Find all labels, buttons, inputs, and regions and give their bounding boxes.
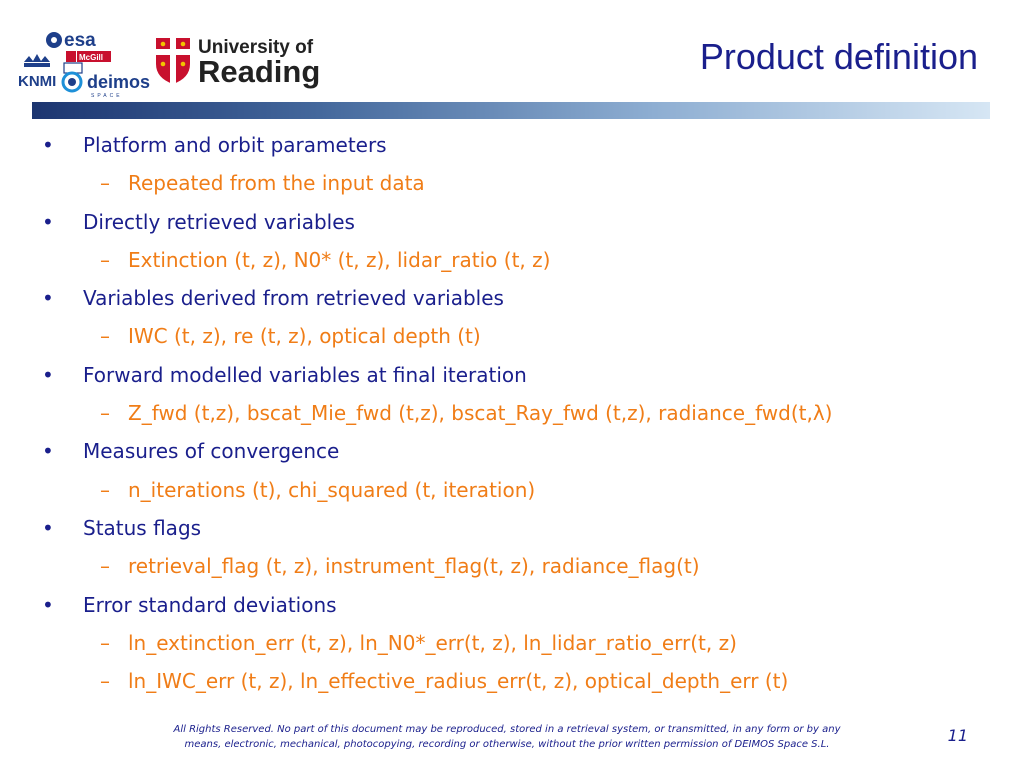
bullet-marker: •	[42, 592, 54, 617]
footer-line-1: All Rights Reserved. No part of this document may be reproduced, stored in a retrieval system, or transmitted, in any form or by any	[173, 724, 841, 735]
bullet-text: Measures of convergence	[83, 439, 340, 464]
title-gradient-bar	[32, 102, 990, 119]
bullet-item	[0, 436, 1000, 474]
partner-logos	[0, 0, 340, 100]
bullet-item	[0, 513, 1000, 551]
sub-bullet-text: Extinction (t, z), N0* (t, z), lidar_ratio (t, z)	[128, 247, 551, 272]
sub-bullet-text: ln_IWC_err (t, z), ln_effective_radius_err(t, z), optical_depth_err (t)	[128, 669, 789, 694]
bullet-text: Status flags	[83, 515, 202, 540]
sub-bullet-text: ln_extinction_err (t, z), ln_N0*_err(t, z), ln_lidar_ratio_err(t, z)	[128, 630, 737, 655]
slide-title: Product definition	[699, 36, 978, 77]
dash-marker: –	[100, 477, 110, 502]
sub-bullet-text: Repeated from the input data	[128, 171, 425, 196]
sub-bullet-item	[0, 666, 1000, 704]
bullet-marker: •	[42, 133, 54, 157]
dash-marker: –	[100, 669, 110, 694]
bullet-marker: •	[42, 209, 54, 234]
sub-bullet-text: Z_fwd (t,z), bscat_Mie_fwd (t,z), bscat_Ray_fwd (t,z), radiance_fwd(t,λ)	[128, 401, 833, 426]
university-name-line2: Reading	[198, 54, 321, 89]
esa-logo	[46, 30, 96, 51]
bullet-text: Variables derived from retrieved variables	[83, 286, 504, 311]
bullet-item	[0, 590, 1000, 628]
mcgill-logo	[66, 51, 111, 62]
bullet-item	[0, 360, 1000, 398]
bullet-text: Error standard deviations	[83, 592, 337, 617]
bullet-text: Platform and orbit parameters	[83, 133, 387, 157]
bullet-item	[0, 283, 1000, 321]
sub-bullet-item	[0, 398, 1000, 436]
slide-content	[0, 130, 1000, 704]
dash-marker: –	[100, 324, 110, 349]
sub-bullet-text: IWC (t, z), re (t, z), optical depth (t)	[128, 324, 481, 349]
sub-bullet-text: n_iterations (t), chi_squared (t, iteration)	[128, 477, 536, 502]
bullet-marker: •	[42, 515, 54, 540]
sub-bullet-item	[0, 245, 1000, 283]
sub-bullet-item	[0, 168, 1000, 206]
deimos-logo-text: deimos	[87, 72, 151, 92]
copyright-footer	[112, 722, 902, 752]
footer-line-2: means, electronic, mechanical, photocopying, recording or otherwise, without the prior written permission of DEIMOS Space S.L.	[184, 739, 830, 750]
esa-logo-text: esa	[64, 30, 96, 51]
bullet-text: Forward modelled variables at final iteration	[83, 362, 527, 387]
dash-marker: –	[100, 171, 110, 196]
university-of-reading-logo	[156, 37, 320, 89]
dash-marker: –	[100, 401, 110, 426]
deimos-logo-subtext: SPACE	[91, 93, 123, 99]
sub-bullet-item	[0, 321, 1000, 359]
university-name-line1: University of	[198, 37, 314, 58]
dash-marker: –	[100, 247, 110, 272]
sub-bullet-text: retrieval_flag (t, z), instrument_flag(t, z), radiance_flag(t)	[128, 554, 700, 579]
knmi-logo-text: KNMI	[18, 73, 57, 90]
bullet-item	[0, 207, 1000, 245]
bullet-item	[0, 130, 1000, 168]
sub-bullet-item	[0, 475, 1000, 513]
sub-bullet-item	[0, 628, 1000, 666]
bullet-text: Directly retrieved variables	[83, 209, 355, 234]
bullet-marker: •	[42, 362, 54, 387]
dash-marker: –	[100, 554, 110, 579]
bullet-marker: •	[42, 439, 54, 464]
deimos-logo	[63, 63, 150, 99]
dash-marker: –	[100, 630, 110, 655]
page-number: 11	[947, 726, 968, 745]
knmi-logo	[18, 54, 56, 90]
sub-bullet-item	[0, 551, 1000, 589]
bullet-marker: •	[42, 286, 54, 311]
mcgill-logo-text: McGill	[79, 53, 104, 62]
partner-logos-graphic	[0, 0, 340, 100]
